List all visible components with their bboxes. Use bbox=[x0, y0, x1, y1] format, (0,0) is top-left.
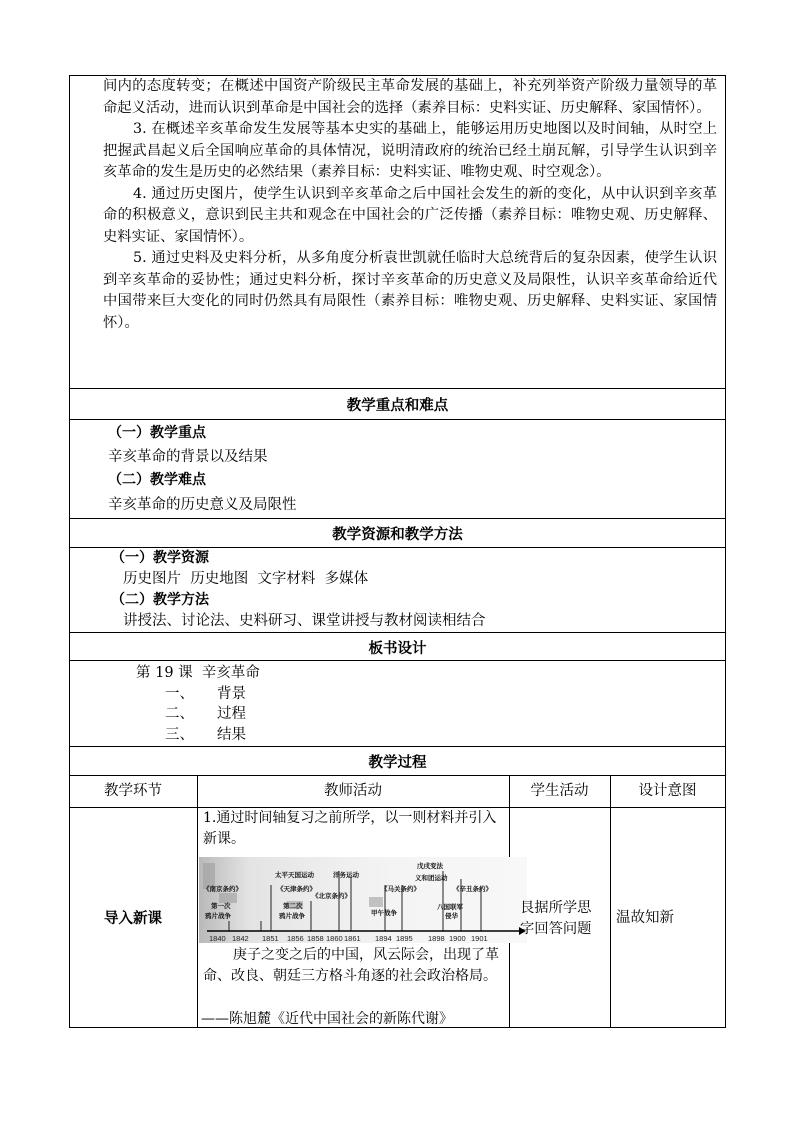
timeline-year-label: 1842 bbox=[232, 934, 249, 943]
board-item bbox=[165, 724, 246, 746]
board-item-text: 背景 bbox=[217, 686, 246, 702]
timeline-year-label: 1901 bbox=[471, 934, 488, 943]
timeline-year-label: 1861 bbox=[344, 934, 361, 943]
timeline-event-label: 鸦片战争 bbox=[205, 912, 231, 920]
difficulty-label: （二）教学难点 bbox=[108, 472, 206, 488]
objective-paragraph: 间内的态度转变；在概述中国资产阶级民主革命发展的基础上，补充列举资产阶级力量领导的革命起义活动，进而认识到革命是中国社会的选择（素养目标：史料实证、历史解释、家国情怀）。 bbox=[103, 78, 717, 116]
timeline-year-label: 1851 bbox=[262, 934, 279, 943]
table-left-border bbox=[69, 75, 70, 1028]
objective-paragraph: 4. 通过历史图片，使学生认识到辛亥革命之后中国社会发生的新的变化，从中认识到辛亥革命的积极意义，意识到民主共和观念在中国社会的广泛传播（素养目标：唯物史观、历史解释、史料实证、家国情怀）。 bbox=[103, 185, 717, 245]
section-heading: 板书设计 bbox=[368, 641, 427, 657]
column-divider bbox=[197, 775, 198, 1028]
difficulty-text: 辛亥革命的历史意义及局限性 bbox=[108, 497, 297, 513]
board-item-text: 过程 bbox=[217, 706, 246, 722]
board-item bbox=[165, 683, 246, 705]
quote-text: 庚子之变之后的中国，风云际会，出现了革命、改良、朝廷三方格斗角逐的社会政治格局。 bbox=[203, 947, 499, 984]
student-activity: 艮据所学思 bbox=[520, 900, 592, 916]
timeline-event-label: 甲午战争 bbox=[371, 909, 397, 917]
student-activity: 字回答问题 bbox=[520, 921, 592, 937]
methods-text: 讲授法、讨论法、史料研习、课堂讲授与教材阅读相结合 bbox=[123, 613, 486, 629]
methods-label: （二）教学方法 bbox=[111, 592, 209, 608]
column-header: 学生活动 bbox=[530, 783, 589, 799]
timeline-event-label: 第二次 bbox=[283, 902, 303, 910]
timeline-event-label: 侵华 bbox=[445, 912, 458, 920]
timeline-year-label: 1895 bbox=[396, 934, 413, 943]
column-divider bbox=[610, 775, 611, 1028]
timeline-image bbox=[199, 857, 527, 943]
timeline-year-label: 1856 bbox=[287, 934, 304, 943]
divider bbox=[69, 746, 726, 747]
timeline-treaty-label: 《马关条约》 bbox=[381, 885, 420, 893]
section-heading: 教学过程 bbox=[368, 755, 427, 771]
divider bbox=[69, 632, 726, 633]
board-item-text: 结果 bbox=[217, 727, 246, 743]
timeline-event-label: 第一次 bbox=[211, 902, 231, 910]
timeline-year-label: 1840 bbox=[209, 934, 226, 943]
divider bbox=[69, 419, 726, 420]
timeline-event-label: 鸦片战争 bbox=[279, 912, 305, 920]
column-header: 教师活动 bbox=[324, 783, 382, 799]
board-item-number: 一、 bbox=[165, 686, 194, 702]
section-heading: 教学资源和教学方法 bbox=[332, 527, 463, 543]
column-header: 设计意图 bbox=[638, 783, 697, 799]
board-lesson-title: 第 19 课 辛亥革命 bbox=[136, 665, 260, 681]
resources-text: 历史图片 历史地图 文字材料 多媒体 bbox=[123, 571, 369, 587]
resources-label: （一）教学资源 bbox=[111, 550, 209, 566]
focus-text: 辛亥革命的背景以及结果 bbox=[108, 449, 268, 465]
timeline-treaty-label: 《北京条约》 bbox=[312, 892, 351, 900]
timeline-event-label: 洋务运动 bbox=[333, 871, 359, 879]
timeline-event-label: 戊戌变法 bbox=[417, 862, 443, 870]
column-header: 教学环节 bbox=[104, 783, 162, 799]
divider bbox=[69, 775, 726, 776]
divider bbox=[69, 660, 726, 661]
timeline-treaty-label: 《南京条约》 bbox=[203, 885, 242, 893]
timeline-event-label: 太平天国运动 bbox=[275, 871, 314, 879]
objectives-section bbox=[103, 76, 717, 334]
timeline-event-label: 义和团运动 bbox=[415, 874, 448, 882]
timeline-year-label: 1900 bbox=[449, 934, 466, 943]
teacher-intro: 1.通过时间轴复习之前所学，以一则材料并引入新课。 bbox=[203, 810, 497, 847]
focus-label: （一）教学重点 bbox=[108, 425, 206, 441]
divider bbox=[69, 388, 726, 389]
divider bbox=[69, 518, 726, 519]
timeline-year-label: 1858 bbox=[307, 934, 324, 943]
timeline-treaty-label: 《天津条约》 bbox=[277, 885, 316, 893]
board-item bbox=[165, 703, 246, 725]
table-right-border bbox=[725, 75, 726, 1028]
stage-name: 导入新课 bbox=[104, 911, 162, 927]
quote-source: ——陈旭麓《近代中国社会的新陈代谢》 bbox=[201, 1011, 453, 1027]
timeline-treaty-label: 《辛丑条约》 bbox=[453, 885, 492, 893]
timeline-year-label: 1860 bbox=[326, 934, 343, 943]
board-item-number: 三、 bbox=[165, 727, 194, 743]
timeline-year-label: 1898 bbox=[428, 934, 445, 943]
board-item-number: 二、 bbox=[165, 706, 194, 722]
design-intent: 温故知新 bbox=[616, 910, 674, 926]
objective-paragraph: 5. 通过史料及史料分析，从多角度分析袁世凯就任临时大总统背后的复杂因素，使学生认识到辛亥革命的妥协性；通过史料分析，探讨辛亥革命的历史意义及局限性，认识辛亥革命给近代中国带来巨大变化的同时仍然具有局限性（素养目标：唯物史观、历史解释、史料实证、家国情怀）。 bbox=[103, 250, 717, 331]
section-heading: 教学重点和难点 bbox=[346, 398, 449, 414]
timeline-event-label: 八国联军 bbox=[437, 903, 463, 911]
timeline-year-label: 1894 bbox=[375, 934, 392, 943]
objective-paragraph: 3. 在概述辛亥革命发生发展等基本史实的基础上，能够运用历史地图以及时间轴，从时空上把握武昌起义后全国响应革命的具体情况，说明清政府的统治已经土崩瓦解，引导学生认识到辛亥革命的发生是历史的必然结果（素养目标：史料实证、唯物史观、时空观念）。 bbox=[103, 121, 717, 180]
